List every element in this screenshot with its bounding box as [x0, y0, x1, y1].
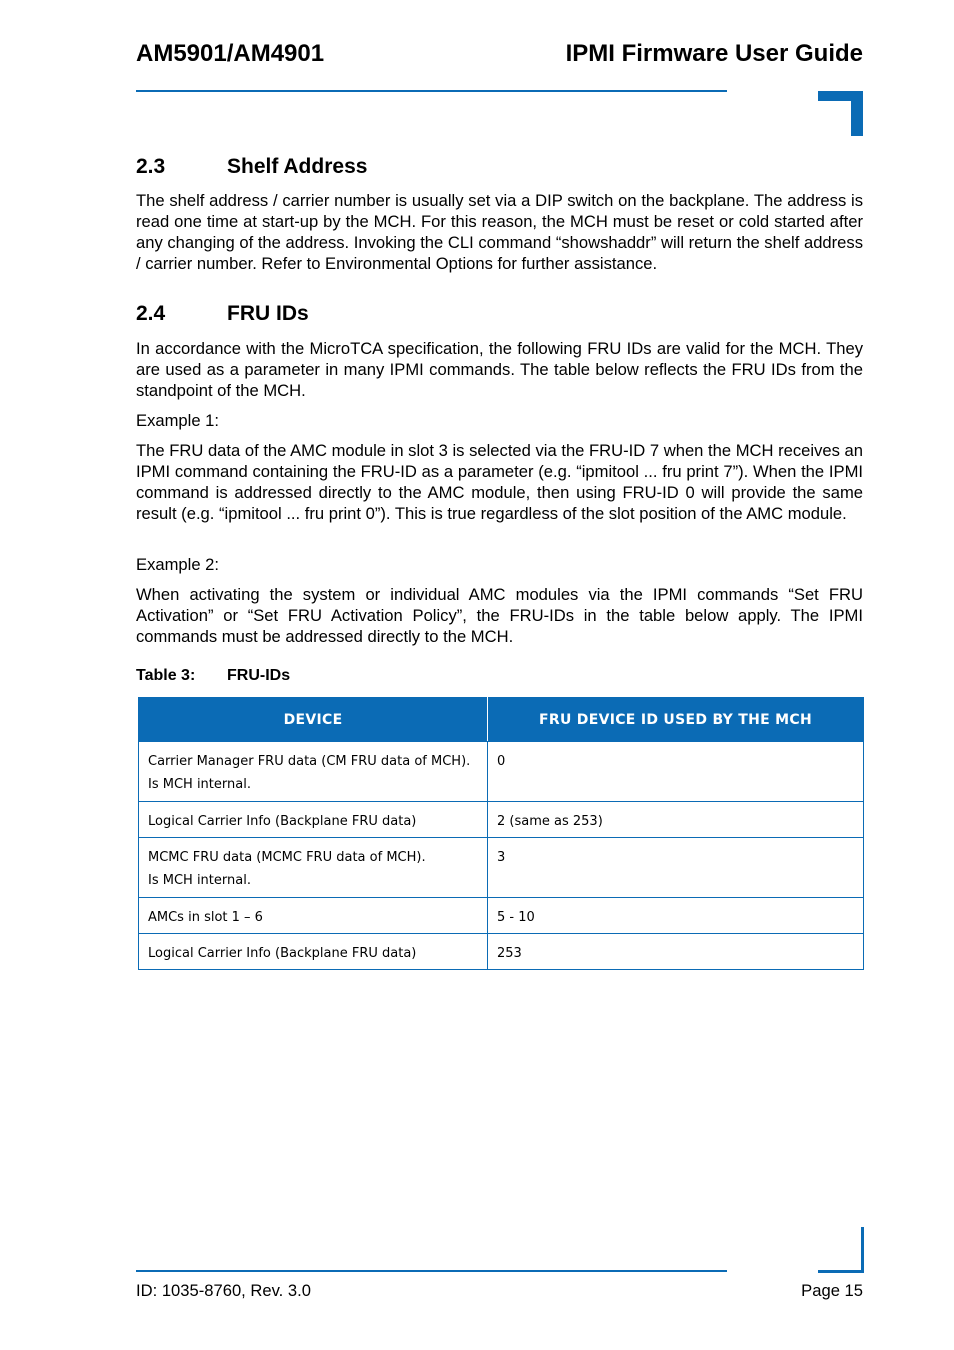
fru-id-cell: 2 (same as 253) — [488, 802, 864, 838]
footer-corner-mark — [861, 1227, 864, 1273]
fru-id-cell: 3 — [488, 838, 864, 898]
section-heading: FRU IDs — [227, 302, 309, 325]
table-caption-title: FRU-IDs — [227, 667, 291, 684]
device-cell: Logical Carrier Info (Backplane FRU data) — [139, 934, 488, 970]
table-row — [139, 802, 864, 838]
paragraph: The FRU data of the AMC module in slot 3 is selected via the FRU-ID 7 when the MCH receives an IPMI command containing the FRU-ID as a parameter (e.g. “ipmitool ... fru print 7”). When the IPMI command is addressed directly to the AMC module, then using FRU-ID 0 will provide the same result (e.g. “ipmitool ... fru print 0”). This is true regardless of the slot position of the AMC module. — [136, 441, 863, 523]
column-header-device: DEVICE — [139, 698, 488, 742]
device-cell: AMCs in slot 1 – 6 — [139, 898, 488, 934]
paragraph: In accordance with the MicroTCA specification, the following FRU IDs are valid for the MCH. They are used as a parameter in many IPMI commands. The table below reflects the FRU IDs from the standpoint of the MCH. — [136, 339, 863, 400]
guide-title: IPMI Firmware User Guide — [565, 40, 863, 67]
section-heading: Shelf Address — [227, 155, 368, 178]
device-cell: Carrier Manager FRU data (CM FRU data of MCH). Is MCH internal. — [139, 742, 488, 802]
paragraph: When activating the system or individual AMC modules via the IPMI commands “Set FRU Activation” or “Set FRU Activation Policy”, the FRU-IDs in the table below apply. The IPMI commands must be addressed directly to the MCH. — [136, 585, 863, 646]
example-label: Example 2: — [136, 555, 220, 574]
example-label: Example 1: — [136, 411, 220, 430]
header-corner-mark-vertical — [851, 91, 863, 136]
document-title: AM5901/AM4901 — [136, 40, 325, 67]
fru-id-cell: 0 — [488, 742, 864, 802]
fru-id-cell: 253 — [488, 934, 864, 970]
page-number: Page 15 — [801, 1281, 863, 1300]
header-rule — [136, 90, 727, 92]
table-row — [139, 898, 864, 934]
document-id: ID: 1035-8760, Rev. 3.0 — [136, 1281, 311, 1300]
footer-rule — [136, 1270, 727, 1272]
table-row — [139, 742, 864, 802]
fru-ids-table — [138, 697, 864, 970]
table-row — [139, 934, 864, 970]
device-cell: Logical Carrier Info (Backplane FRU data) — [139, 802, 488, 838]
section-number: 2.4 — [136, 302, 166, 325]
fru-id-cell: 5 - 10 — [488, 898, 864, 934]
device-cell: MCMC FRU data (MCMC FRU data of MCH). Is MCH internal. — [139, 838, 488, 898]
section-number: 2.3 — [136, 155, 166, 178]
paragraph: The shelf address / carrier number is usually set via a DIP switch on the backplane. The address is read one time at start-up by the MCH. For this reason, the MCH must be reset or cold started after any changing of the address. Invoking the CLI command “showshaddr” will return the shelf address / carrier number. Refer to Environmental Options for further assistance. — [136, 191, 863, 273]
table-header-row — [139, 698, 864, 742]
table-caption-number: Table 3: — [136, 667, 196, 684]
column-header-fru-id: FRU DEVICE ID USED BY THE MCH — [488, 698, 864, 742]
footer-corner-mark-horizontal — [818, 1270, 864, 1273]
table-row — [139, 838, 864, 898]
